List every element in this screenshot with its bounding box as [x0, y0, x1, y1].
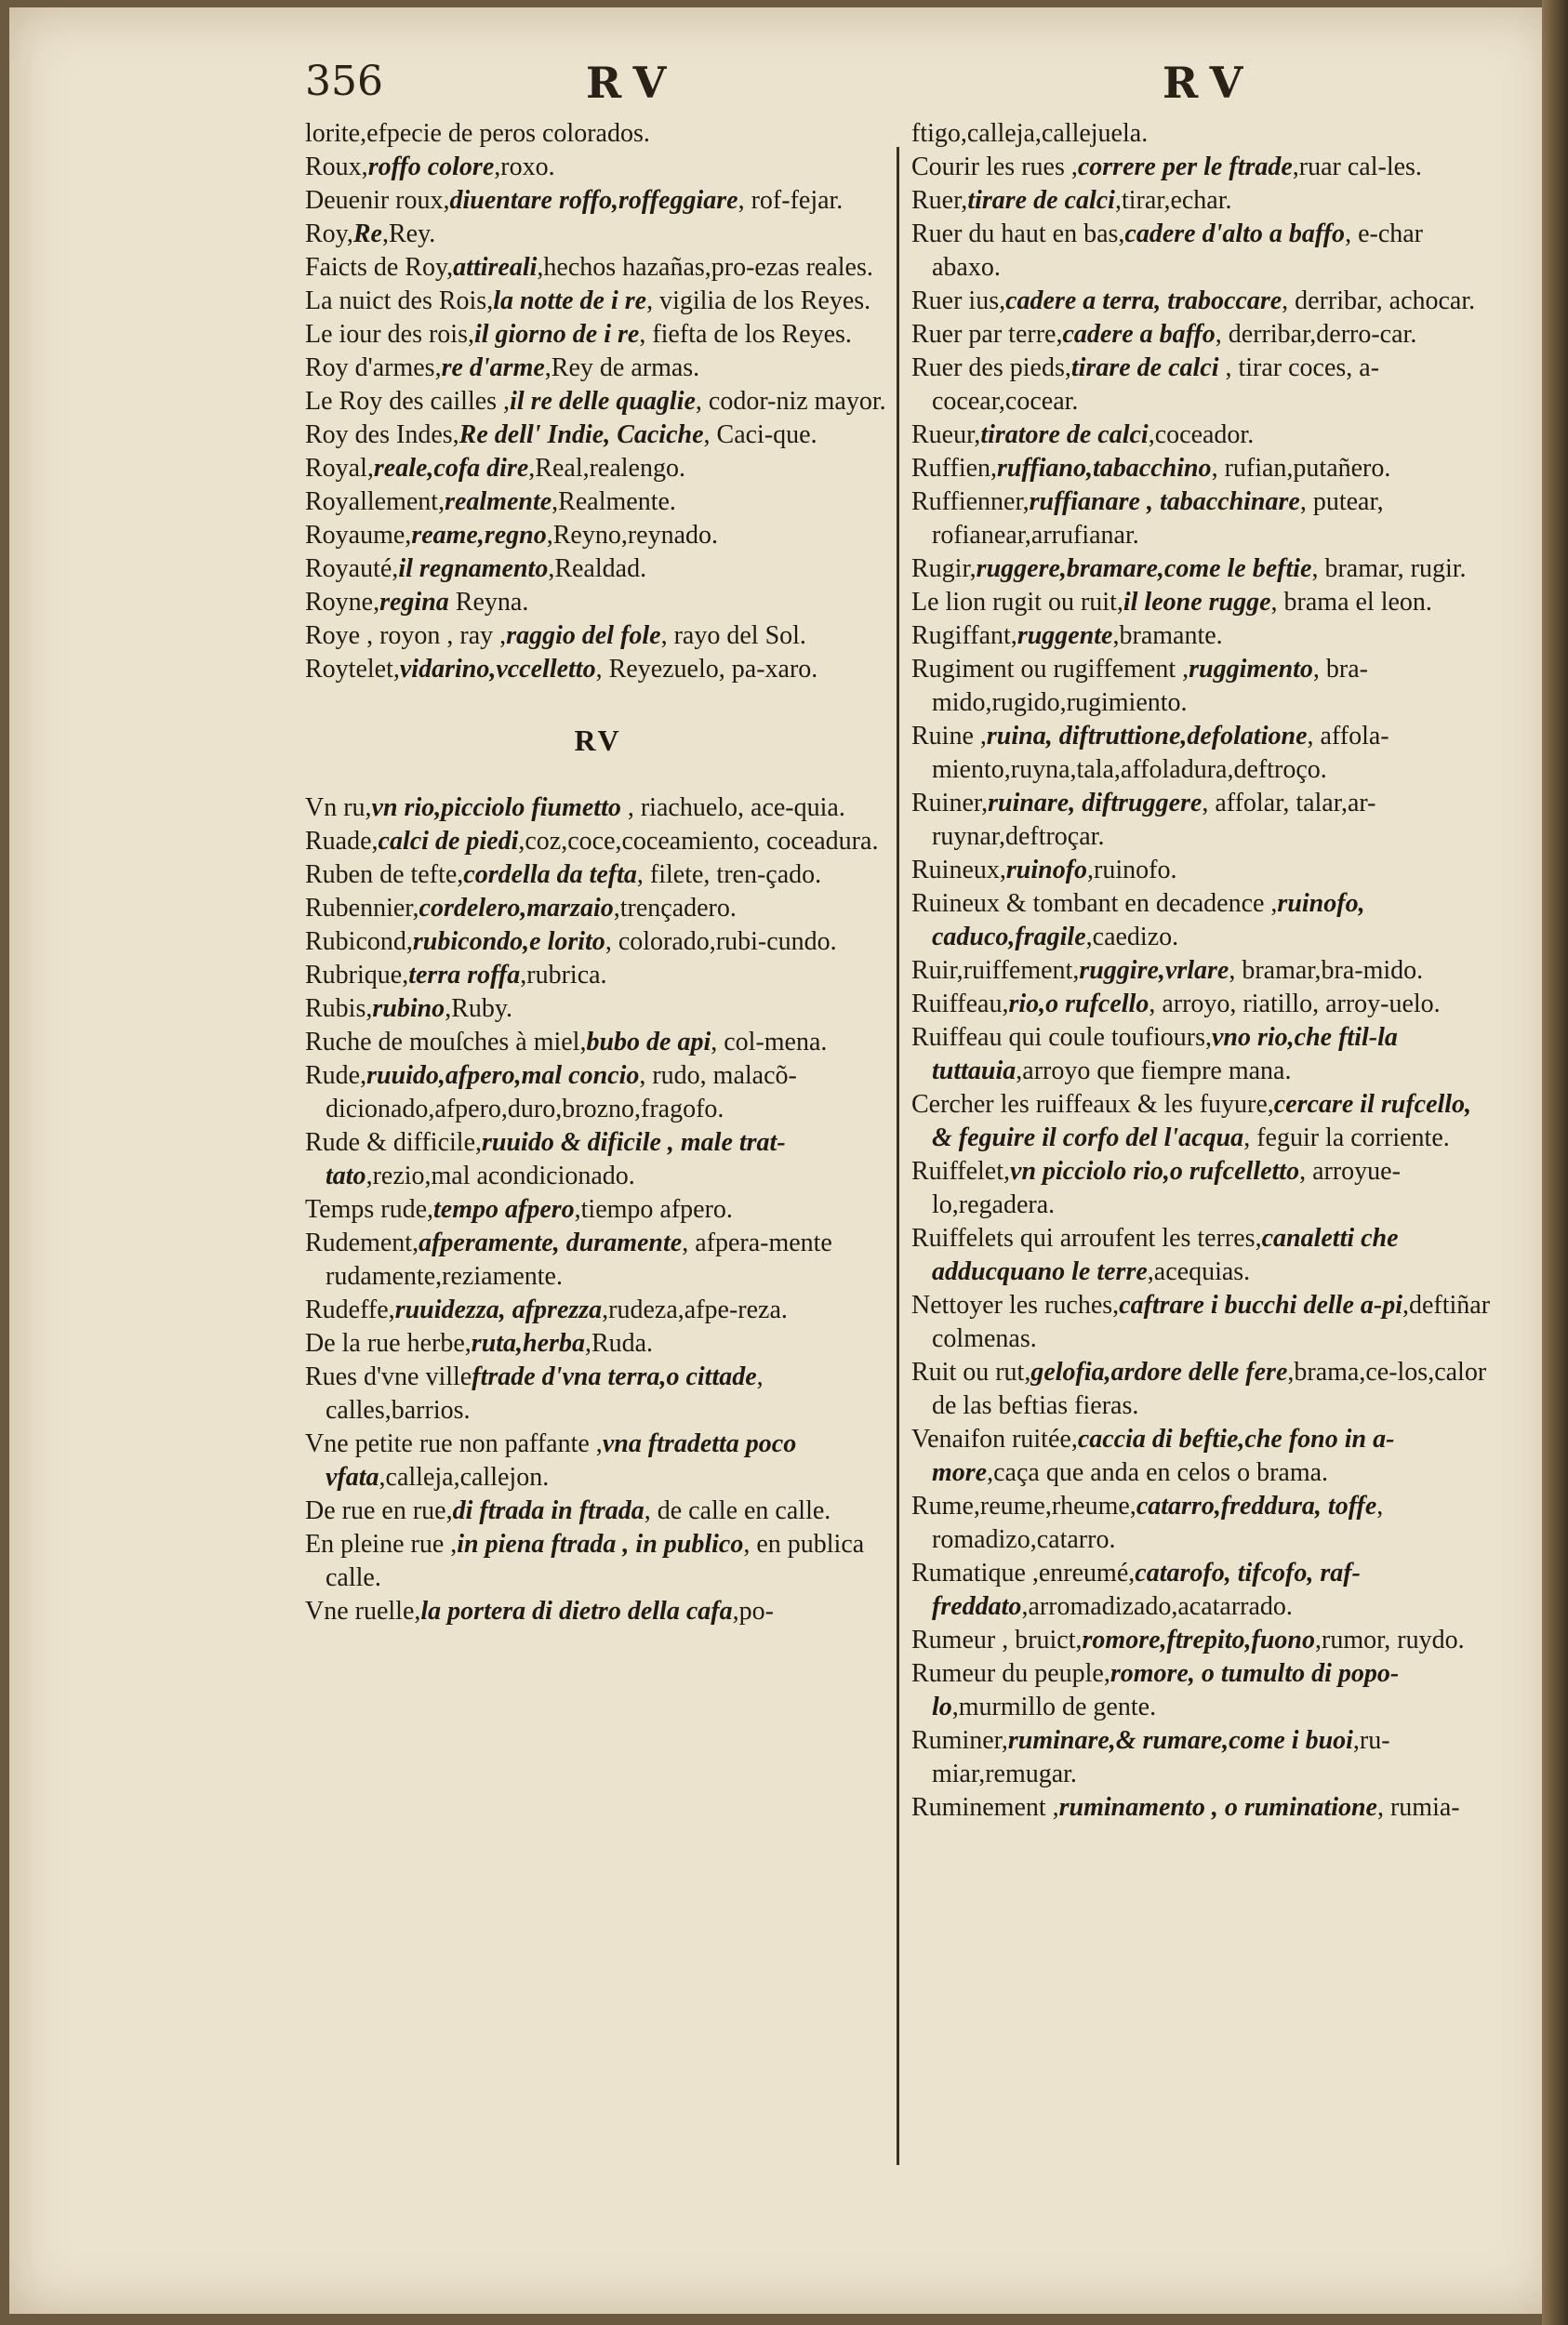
- entry-headword: La nuict des Rois,: [305, 286, 494, 315]
- entry-headword: De la rue herbe,: [305, 1329, 472, 1358]
- entry-spanish: , fiefta de los Reyes.: [639, 320, 852, 349]
- entry-spanish: ,coceador.: [1148, 420, 1255, 449]
- entry-headword: Ruffien,: [911, 454, 998, 483]
- entry-spanish: , rof-fejar.: [737, 186, 844, 215]
- dictionary-entry: [911, 887, 1493, 954]
- dictionary-entry: [911, 586, 1493, 619]
- entry-italian: reale,cofa dire: [373, 454, 529, 483]
- dictionary-entry: [305, 992, 891, 1026]
- entry-spanish: , rayo del Sol.: [660, 621, 806, 650]
- entry-headword: Rubicond,: [305, 927, 413, 956]
- entry-headword: Roy des Indes,: [305, 420, 459, 449]
- entry-italian: ruminamento , o ruminatione: [1058, 1793, 1377, 1822]
- entry-italian: cordelero,marzaio: [419, 894, 614, 923]
- entry-headword: Ruade,: [305, 827, 379, 856]
- entry-italian: ruinofo, caduco,fragile: [932, 889, 1365, 951]
- page-number: 356: [305, 58, 383, 105]
- entry-italian: ruggente: [1017, 621, 1113, 650]
- dictionary-entry: [911, 988, 1493, 1021]
- entry-headword: Roye , royon , ray ,: [305, 621, 507, 650]
- dictionary-entry: [305, 1595, 891, 1628]
- entry-spanish: ,Real,realengo.: [528, 454, 685, 483]
- dictionary-entry: [911, 1088, 1493, 1155]
- entry-headword: Royaume,: [305, 521, 412, 550]
- entry-headword: Venaifon ruitée,: [911, 1425, 1078, 1454]
- entry-spanish: , colorado,rubi-cundo.: [605, 927, 837, 956]
- entry-spanish: ,ruar cal-les.: [1292, 153, 1422, 181]
- dictionary-entry: [305, 418, 891, 452]
- entry-italian: afperamente, duramente: [419, 1229, 683, 1257]
- dictionary-entry: [305, 1227, 891, 1294]
- dictionary-entry: [305, 1495, 891, 1528]
- entry-headword: Temps rude,: [305, 1195, 434, 1224]
- dictionary-entry: [305, 1528, 891, 1595]
- entry-italian: re d'arme: [441, 353, 545, 382]
- entry-spanish: ,arroyo que fiempre mana.: [1016, 1056, 1292, 1085]
- entry-italian: tempo afpero: [433, 1195, 575, 1224]
- entry-headword: Ruiffeau qui coule toufiours,: [911, 1023, 1212, 1052]
- entry-spanish: , calles,barrios.: [326, 1362, 764, 1425]
- entry-italian: ruggimento: [1189, 655, 1313, 684]
- entry-italian: caftrare i bucchi delle a-pi: [1119, 1291, 1402, 1320]
- dictionary-entry: [305, 619, 891, 653]
- entry-italian: ftrade d'vna terra,o cittade: [472, 1362, 757, 1391]
- entry-headword: Rugiment ou rugiffement ,: [911, 655, 1189, 684]
- entry-spanish: , affola-miento,ruyna,tala,affoladura,deftroço.: [932, 722, 1389, 784]
- entry-spanish: ,caedizo.: [1085, 923, 1179, 951]
- entry-headword: Rude,: [305, 1061, 367, 1090]
- entry-headword: Royal,: [305, 454, 374, 483]
- entry-headword: Royallement,: [305, 487, 445, 516]
- entry-spanish: ,rezio,mal acondicionado.: [365, 1162, 635, 1190]
- entry-italian: ruggere,bramare,come le beftie: [976, 554, 1312, 583]
- entry-headword: Roytelet,: [305, 655, 400, 684]
- entry-italian: ruffianare , tabacchinare: [1029, 487, 1300, 516]
- entry-italian: rubino: [372, 994, 445, 1023]
- entry-headword: Royauté,: [305, 554, 399, 583]
- right-column: [911, 117, 1493, 1825]
- entry-spanish: ,efpecie de peros colorados.: [360, 119, 650, 148]
- entry-spanish: , romadizo,catarro.: [932, 1492, 1384, 1554]
- dictionary-entry: [911, 552, 1493, 586]
- entry-spanish: ,bramante.: [1112, 621, 1223, 650]
- entry-italian: il re delle quaglie: [510, 387, 696, 416]
- dictionary-entry: [911, 485, 1493, 552]
- entry-italian: la notte de i re: [493, 286, 647, 315]
- entry-headword: Vne petite rue non paffante ,: [305, 1429, 603, 1458]
- entry-italian: ruffiano,tabacchino: [997, 454, 1212, 483]
- entry-italian: il leone rugge: [1123, 588, 1271, 617]
- entry-spanish: ,rumor, ruydo.: [1315, 1626, 1465, 1654]
- dictionary-entry: [305, 184, 891, 218]
- entry-headword: Le iour des rois,: [305, 320, 474, 349]
- entry-headword: Rueur,: [911, 420, 981, 449]
- entry-headword: Ruer du haut en bas,: [911, 219, 1125, 248]
- entry-headword: Ruir,ruiffement,: [911, 956, 1080, 985]
- entry-italian: correre per le ftrade: [1077, 153, 1293, 181]
- entry-headword: Ruineux & tombant en decadence ,: [911, 889, 1278, 918]
- entry-headword: Ruineux,: [911, 856, 1006, 884]
- entry-headword: ftigo,calleja,callejuela.: [911, 119, 1149, 148]
- entry-italian: terra roffa: [408, 961, 521, 990]
- entry-spanish: , codor-niz mayor.: [695, 387, 886, 416]
- dictionary-entry: [305, 485, 891, 519]
- dictionary-entry: [305, 653, 891, 686]
- section-heading: RV: [574, 724, 622, 757]
- entry-headword: Ruine ,: [911, 722, 987, 751]
- entry-italian: rubicondo,e lorito: [412, 927, 605, 956]
- entry-italian: caccia di beftie,che fono in a-more: [932, 1425, 1395, 1487]
- entry-headword: Ruer,: [911, 186, 968, 215]
- entry-headword: Rubennier,: [305, 894, 419, 923]
- dictionary-entry: [911, 151, 1493, 184]
- entry-spanish: ,calleja,callejon.: [379, 1463, 550, 1492]
- book-page: [9, 7, 1557, 2314]
- left-entries-after: [305, 791, 891, 1628]
- entry-headword: Roux,: [305, 153, 368, 181]
- dictionary-entry: [305, 858, 891, 892]
- entry-headword: Roy,: [305, 219, 353, 248]
- dictionary-entry: [305, 352, 891, 385]
- dictionary-entry: [305, 825, 891, 858]
- entry-spanish: ,coz,coce,coceamiento, coceadura.: [518, 827, 879, 856]
- entry-italian: bubo de api: [586, 1028, 711, 1056]
- dictionary-entry: [911, 1289, 1493, 1356]
- entry-headword: lorite: [305, 119, 361, 148]
- entry-headword: Le Roy des cailles ,: [305, 387, 511, 416]
- dictionary-entry: [305, 519, 891, 552]
- entry-spanish: , tirar coces, a-cocear,cocear.: [932, 353, 1380, 416]
- entry-spanish: , feguir la corriente.: [1243, 1123, 1450, 1152]
- entry-italian: in piena ftrada , in publico: [457, 1530, 744, 1559]
- entry-italian: rio,o rufcello: [1008, 990, 1149, 1018]
- entry-italian: attireali: [453, 253, 538, 282]
- entry-spanish: ,Rey.: [381, 219, 436, 248]
- entry-spanish: ,Realdad.: [548, 554, 647, 583]
- entry-italian: gelofia,ardore delle fere: [1030, 1358, 1288, 1387]
- entry-italian: ruggire,vrlare: [1079, 956, 1229, 985]
- entry-spanish: ,acequias.: [1147, 1257, 1251, 1286]
- entry-headword: Ruben de tefte,: [305, 860, 464, 889]
- entry-italian: reame,regno: [411, 521, 547, 550]
- dictionary-entry: [305, 285, 891, 318]
- entry-spanish: , e-char abaxo.: [932, 219, 1423, 282]
- entry-headword: Rubrique,: [305, 961, 409, 990]
- entry-spanish: ,tiempo afpero.: [574, 1195, 733, 1224]
- entry-spanish: , afpera-mente rudamente,reziamente.: [326, 1229, 832, 1291]
- entry-spanish: ,Ruby.: [445, 994, 513, 1023]
- entry-italian: romore, o tumulto di popo-lo: [932, 1659, 1400, 1721]
- entry-spanish: ,Ruda.: [584, 1329, 654, 1358]
- entry-spanish: , rumia-: [1376, 1793, 1460, 1822]
- entry-headword: Vne ruelle,: [305, 1597, 421, 1626]
- dictionary-entry: [305, 218, 891, 251]
- entry-spanish: ,Rey de armas.: [544, 353, 700, 382]
- dictionary-entry: [911, 1490, 1493, 1557]
- dictionary-entry: [911, 720, 1493, 787]
- entry-spanish: ,Reyno,reynado.: [546, 521, 719, 550]
- entry-headword: Ruit ou rut,: [911, 1358, 1031, 1387]
- entry-headword: Ruiffeau,: [911, 990, 1009, 1018]
- entry-spanish: , derribar,derro-car.: [1215, 320, 1417, 349]
- entry-italian: cercare il rufcello, & feguire il corfo del l'acqua: [932, 1090, 1472, 1152]
- entry-italian: cadere a terra, traboccare: [1005, 286, 1282, 315]
- dictionary-entry: [911, 218, 1493, 285]
- dictionary-entry: [305, 1126, 891, 1193]
- entry-headword: Rume,reume,rheume,: [911, 1492, 1136, 1521]
- entry-spanish: , riachuelo, ace-quia.: [620, 793, 845, 822]
- dictionary-entry: [911, 787, 1493, 854]
- entry-headword: Ruminer,: [911, 1726, 1008, 1755]
- dictionary-entry: [911, 1222, 1493, 1289]
- dictionary-entry: [305, 1193, 891, 1227]
- entry-spanish: , Reyezuelo, pa-xaro.: [595, 655, 818, 684]
- entry-headword: Faicts de Roy,: [305, 253, 454, 282]
- entry-headword: Deuenir roux,: [305, 186, 450, 215]
- entry-italian: ruta,herba: [471, 1329, 585, 1358]
- entry-italian: cordella da tefta: [463, 860, 637, 889]
- dictionary-entry: [305, 1361, 891, 1428]
- entry-spanish: ,arromadizado,acatarrado.: [1021, 1592, 1293, 1621]
- dictionary-entry: [911, 1724, 1493, 1791]
- entry-spanish: ,rubrica.: [520, 961, 607, 990]
- entry-italian: calci de piedi: [378, 827, 519, 856]
- dictionary-entry: [305, 1428, 891, 1495]
- entry-spanish: , derribar, achocar.: [1282, 286, 1476, 315]
- entry-italian: vn rio,picciolo fiumetto: [371, 793, 621, 822]
- entry-spanish: ,tirar,echar.: [1114, 186, 1232, 215]
- dictionary-entry: [911, 854, 1493, 887]
- entry-headword: Ruche de mouſches à miel,: [305, 1028, 587, 1056]
- entry-spanish: , rudo, malacõ-dicionado,afpero,duro,brozno,fragofo.: [326, 1061, 797, 1123]
- dictionary-entry: [305, 452, 891, 485]
- entry-italian: cadere a baffo: [1062, 320, 1216, 349]
- running-head-left: RV: [586, 58, 680, 108]
- entry-spanish: , bra-mido,rugido,rugimiento.: [932, 655, 1368, 717]
- entry-spanish: , vigilia de los Reyes.: [646, 286, 871, 315]
- entry-headword: Rumatique ,enreumé,: [911, 1559, 1136, 1588]
- entry-italian: roffo colore: [367, 153, 495, 181]
- entry-italian: ruina, diftruttione,defolatione: [986, 722, 1308, 751]
- entry-headword: Ruer par terre,: [911, 320, 1063, 349]
- entry-italian: ruuido & dificile , male trat-tato: [326, 1128, 786, 1190]
- entry-spanish: , arroyue-lo,regadera.: [932, 1157, 1401, 1219]
- entry-headword: Ruer des pieds,: [911, 353, 1071, 382]
- entry-headword: Rude & difficile,: [305, 1128, 482, 1157]
- entry-italian: il regnamento: [398, 554, 549, 583]
- entry-italian: vno rio,che ftil-la tuttauia: [932, 1023, 1398, 1085]
- entry-headword: De rue en rue,: [305, 1496, 453, 1525]
- dictionary-entry: [911, 452, 1493, 485]
- entry-headword: Rubis,: [305, 994, 373, 1023]
- entry-spanish: , affolar, talar,ar-ruynar,deftroçar.: [932, 789, 1376, 851]
- entry-spanish: , putear, rofianear,arrufianar.: [932, 487, 1384, 550]
- dictionary-entry: [911, 1624, 1493, 1657]
- entry-italian: ruinare, diftruggere: [988, 789, 1203, 817]
- dictionary-entry: [305, 1327, 891, 1361]
- entry-spanish: , arroyo, riatillo, arroy-uelo.: [1149, 990, 1441, 1018]
- entry-headword: Rudement,: [305, 1229, 419, 1257]
- entry-italian: vn picciolo rio,o rufcelletto: [1010, 1157, 1300, 1186]
- entry-italian: di ftrada in ftrada: [452, 1496, 644, 1525]
- dictionary-entry: [911, 352, 1493, 418]
- dictionary-entry: [911, 1155, 1493, 1222]
- entry-spanish: , en publica calle.: [326, 1530, 865, 1592]
- dictionary-entry: [305, 318, 891, 352]
- entry-italian: romore,ftrepito,fuono: [1082, 1626, 1315, 1654]
- dictionary-entry: [305, 892, 891, 925]
- entry-headword: En pleine rue ,: [305, 1530, 458, 1559]
- entry-headword: Ruiffelets qui arroufent les terres,: [911, 1224, 1262, 1253]
- entry-italian: raggio del fole: [506, 621, 661, 650]
- book-gutter: [1542, 0, 1568, 2325]
- entry-spanish: , bramar,bra-mido.: [1229, 956, 1424, 985]
- left-column: [305, 117, 891, 1628]
- entry-italian: cadere d'alto a baffo: [1124, 219, 1346, 248]
- dictionary-entry: [911, 619, 1493, 653]
- entry-spanish: ,brama,ce-los,calor de las beftias fieras.: [932, 1358, 1487, 1420]
- entry-spanish: ,hechos hazañas,pro-ezas reales.: [537, 253, 873, 282]
- dictionary-entry: [911, 1423, 1493, 1490]
- dictionary-entry: [911, 1356, 1493, 1423]
- dictionary-entry: [305, 251, 891, 285]
- dictionary-entry: [305, 959, 891, 992]
- dictionary-entry: [911, 1791, 1493, 1825]
- entry-spanish: , rufian,putañero.: [1211, 454, 1391, 483]
- dictionary-entry: [305, 925, 891, 959]
- dictionary-entry: [305, 586, 891, 619]
- dictionary-entry: [911, 1557, 1493, 1624]
- entry-spanish: ,Realmente.: [551, 487, 676, 516]
- entry-italian: ruinofo: [1005, 856, 1088, 884]
- dictionary-entry: [911, 318, 1493, 352]
- entry-spanish: , de calle en calle.: [644, 1496, 831, 1525]
- entry-spanish: Reyna.: [448, 588, 529, 617]
- entry-spanish: ,trençadero.: [613, 894, 737, 923]
- entry-italian: diuentare roffo,roffeggiare: [449, 186, 738, 215]
- entry-italian: Re dell' Indie, Caciche: [458, 420, 704, 449]
- entry-spanish: ,caça que anda en celos o brama.: [987, 1458, 1329, 1487]
- entry-headword: Ruer ius,: [911, 286, 1006, 315]
- entry-headword: Roy d'armes,: [305, 353, 442, 382]
- dictionary-entry: [911, 1021, 1493, 1088]
- entry-italian: la portera di dietro della cafa: [420, 1597, 733, 1626]
- entry-spanish: , col-mena.: [711, 1028, 828, 1056]
- dictionary-entry: [305, 117, 891, 151]
- entry-headword: Nettoyer les ruches,: [911, 1291, 1120, 1320]
- entry-spanish: ,ruinofo.: [1087, 856, 1177, 884]
- entry-headword: Rudeffe,: [305, 1295, 395, 1324]
- entry-headword: Rues d'vne ville: [305, 1362, 472, 1391]
- dictionary-entry: [305, 1294, 891, 1327]
- entry-spanish: ,ru-miar,remugar.: [932, 1726, 1390, 1788]
- entry-spanish: , filete, tren-çado.: [636, 860, 822, 889]
- entry-italian: vidarino,vccelletto: [399, 655, 596, 684]
- entry-italian: il giorno de i re: [473, 320, 640, 349]
- entry-spanish: , Caci-que.: [703, 420, 817, 449]
- entry-headword: Rugir,: [911, 554, 977, 583]
- left-entries-before: [305, 117, 891, 686]
- entry-italian: tiratore de calci: [980, 420, 1149, 449]
- dictionary-entry: [911, 954, 1493, 988]
- column-rule: [897, 147, 899, 2165]
- entry-italian: Re: [352, 219, 382, 248]
- entry-spanish: ,murmillo de gente.: [951, 1693, 1157, 1721]
- entry-italian: ruminare,& rumare,come i buoi: [1007, 1726, 1353, 1755]
- entry-headword: Ruiffelet,: [911, 1157, 1011, 1186]
- entry-spanish: , brama el leon.: [1270, 588, 1432, 617]
- entry-headword: Ruminement ,: [911, 1793, 1059, 1822]
- entry-spanish: ,roxo.: [494, 153, 555, 181]
- entry-headword: Rumeur , bruict,: [911, 1626, 1083, 1654]
- right-entries: [911, 117, 1493, 1825]
- entry-italian: realmente: [445, 487, 552, 516]
- dictionary-entry: [305, 1026, 891, 1059]
- dictionary-entry: [911, 653, 1493, 720]
- dictionary-entry: [911, 418, 1493, 452]
- entry-headword: Ruiner,: [911, 789, 989, 817]
- entry-headword: Rumeur du peuple,: [911, 1659, 1110, 1688]
- dictionary-entry: [911, 1657, 1493, 1724]
- entry-italian: canaletti che adducquano le terre: [932, 1224, 1399, 1286]
- dictionary-entry: [305, 1059, 891, 1126]
- entry-spanish: ,rudeza,afpe-reza.: [602, 1295, 788, 1324]
- entry-italian: tirare de calci: [1070, 353, 1219, 382]
- entry-headword: Rugiffant,: [911, 621, 1017, 650]
- entry-headword: Le lion rugit ou ruit,: [911, 588, 1123, 617]
- entry-headword: Vn ru,: [305, 793, 372, 822]
- entry-italian: regina: [379, 588, 449, 617]
- entry-spanish: , bramar, rugir.: [1311, 554, 1467, 583]
- entry-italian: ruuidezza, afprezza: [394, 1295, 603, 1324]
- entry-spanish: ,deftiñar colmenas.: [932, 1291, 1491, 1353]
- dictionary-entry: [911, 285, 1493, 318]
- entry-italian: tirare de calci: [967, 186, 1115, 215]
- dictionary-entry: [305, 151, 891, 184]
- entry-headword: Royne,: [305, 588, 380, 617]
- entry-headword: Ruffienner,: [911, 487, 1030, 516]
- dictionary-entry: [911, 117, 1493, 151]
- dictionary-entry: [305, 385, 891, 418]
- entry-spanish: ,po-: [732, 1597, 774, 1626]
- entry-italian: vna ftradetta poco vfata: [326, 1429, 797, 1492]
- dictionary-entry: [911, 184, 1493, 218]
- entry-headword: Courir les rues ,: [911, 153, 1078, 181]
- entry-italian: catarro,freddura, toffe: [1136, 1492, 1377, 1521]
- entry-headword: Cercher les ruiffeaux & les fuyure,: [911, 1090, 1274, 1119]
- entry-italian: catarofo, tifcofo, raf-freddato: [932, 1559, 1361, 1621]
- entry-italian: ruuido,afpero,mal concio: [366, 1061, 640, 1090]
- dictionary-entry: [305, 791, 891, 825]
- running-head-right: RV: [1163, 58, 1256, 108]
- dictionary-entry: [305, 552, 891, 586]
